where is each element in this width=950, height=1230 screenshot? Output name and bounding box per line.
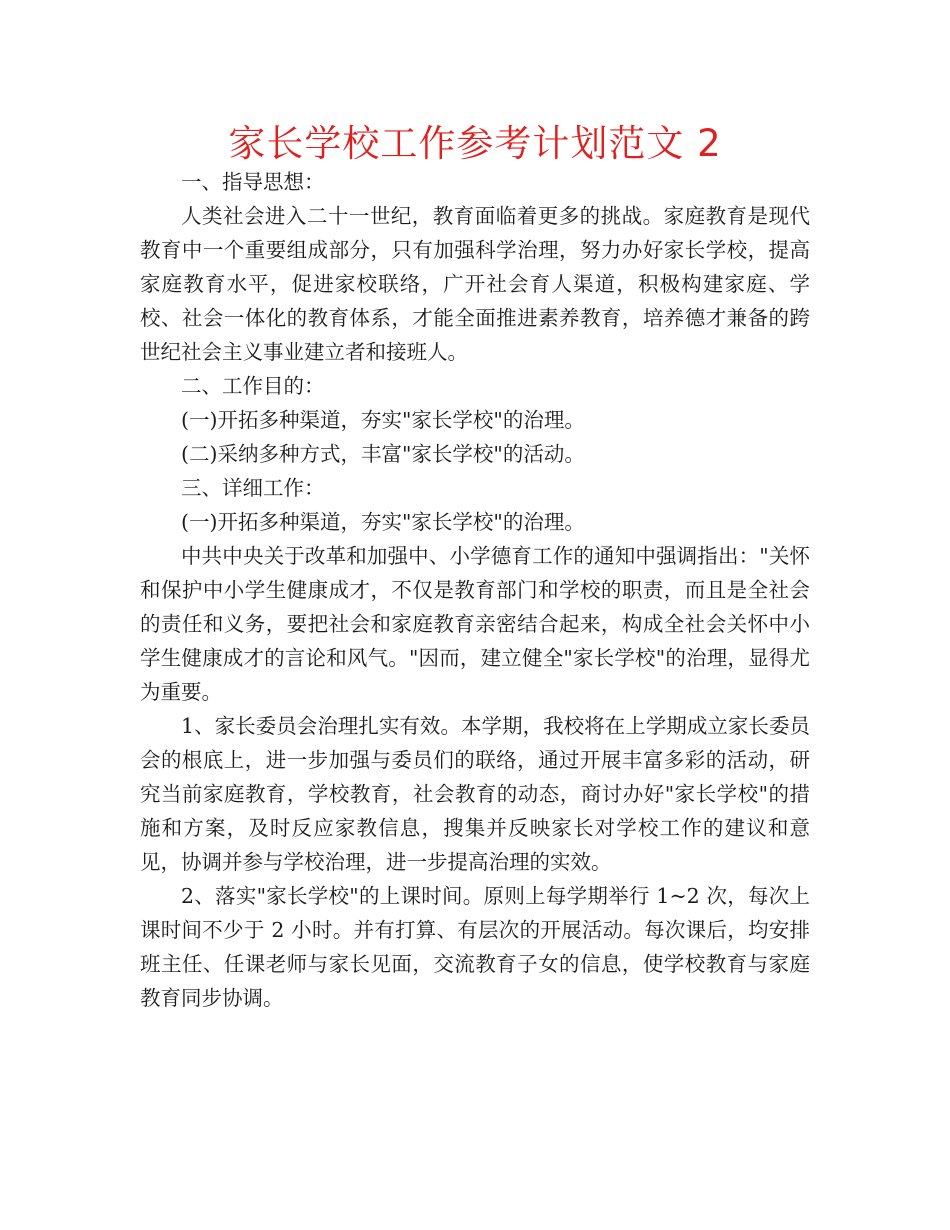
goal-item-1: (一)开拓多种渠道，夯实"家长学校"的治理。 [181, 408, 585, 432]
document-title: 家长学校工作参考计划范文 2 [228, 122, 722, 165]
section-heading-detailed-work: 三、详细工作： [181, 476, 325, 500]
goal-item-2: (二)采纳多种方式，丰富"家长学校"的活动。 [181, 442, 585, 466]
section-heading-guiding-ideology: 一、指导思想： [181, 170, 325, 194]
paragraph-class-time: 2、落实"家长学校"的上课时间。原则上每学期举行 1~2 次，每次上课时间不少于 2 小时。并有打算、有层次的开展活动。每次课后，均安排班主任、任课老师与家长见面，交流教育子女的信息，使学校教育与家庭教育同步协调。 [140, 884, 810, 1010]
paragraph-guiding-ideology: 人类社会进入二十一世纪，教育面临着更多的挑战。家庭教育是现代教育中一个重要组成部分，只有加强科学治理，努力办好家长学校，提高家庭教育水平，促进家校联络，广开社会育人渠道，积极构建家庭、学校、社会一体化的教育体系，才能全面推进素养教育，培养德才兼备的跨世纪社会主义事业建立者和接班人。 [140, 204, 810, 364]
paragraph-central-notice: 中共中央关于改革和加强中、小学德育工作的通知中强调指出："关怀和保护中小学生健康成才，不仅是教育部门和学校的职责，而且是全社会的责任和义务，要把社会和家庭教育亲密结合起来，构成全社会关怀中小学生健康成才的言论和风气。"因而，建立健全"家长学校"的治理，显得尤为重要。 [140, 544, 810, 704]
document-body [140, 165, 810, 1015]
paragraph-parent-committee: 1、家长委员会治理扎实有效。本学期，我校将在上学期成立家长委员会的根底上，进一步加强与委员们的联络，通过开展丰富多彩的活动，研究当前家庭教育，学校教育，社会教育的动态，商讨办好"家长学校"的措施和方案，及时反应家教信息，搜集并反映家长对学校工作的建议和意见，协调并参与学校治理，进一步提高治理的实效。 [140, 714, 810, 874]
subsection-heading-1: (一)开拓多种渠道，夯实"家长学校"的治理。 [181, 510, 585, 534]
section-heading-work-goals: 二、工作目的： [181, 374, 325, 398]
